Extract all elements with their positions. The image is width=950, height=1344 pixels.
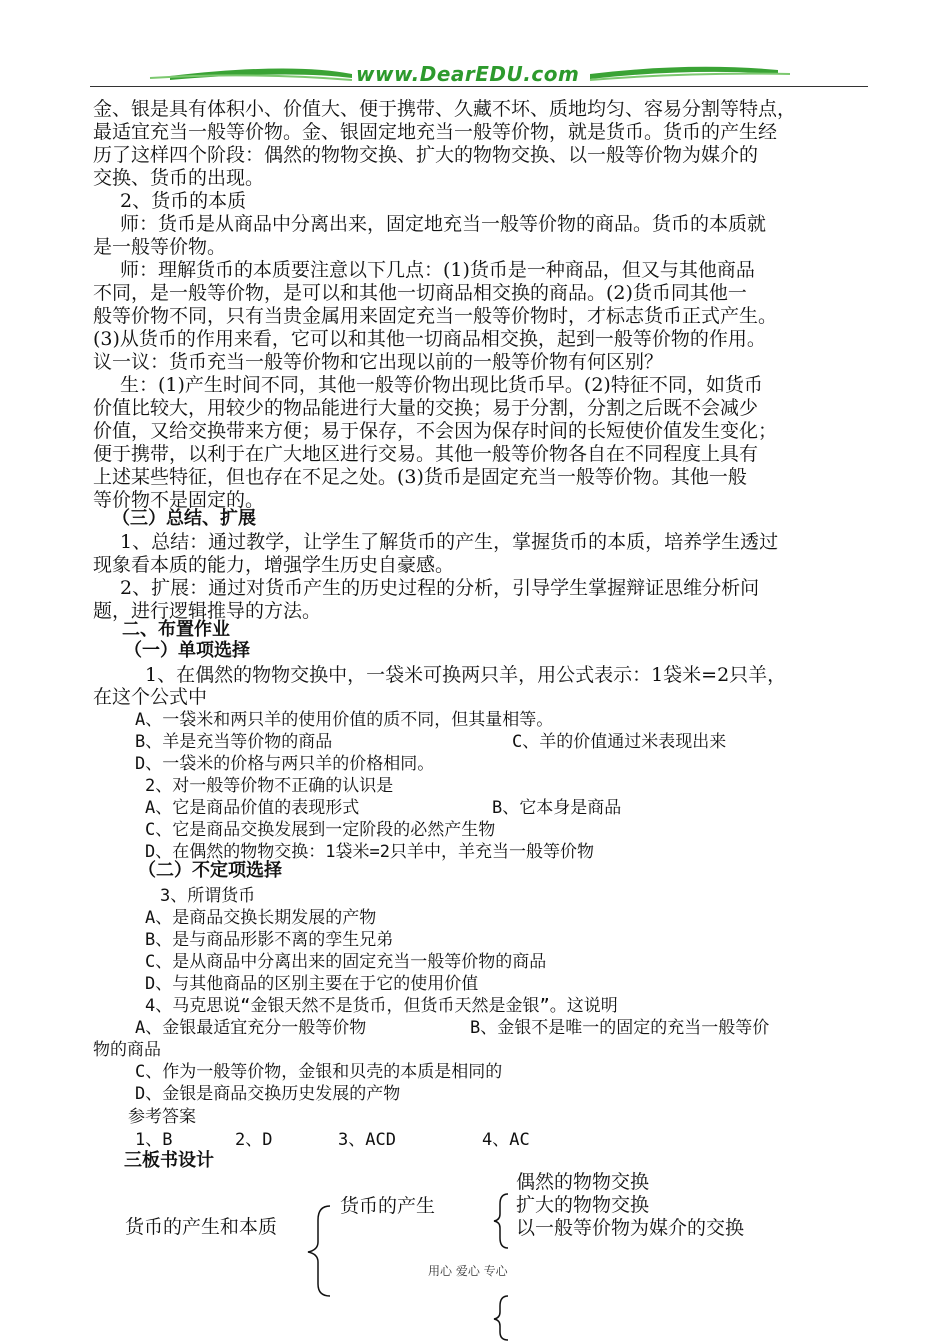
paragraph-line: 价值比较大，用较少的物品能进行大量的交换；易于分割，分割之后既不会减少 (93, 397, 759, 419)
paragraph-line: 师：理解货币的本质要注意以下几点：(1)货币是一种商品，但又与其他商品 (120, 259, 755, 281)
answer-option: C、是从商品中分离出来的固定充当一般等价物的商品 (145, 952, 547, 972)
question-text: 1、在偶然的物物交换中，一袋米可换两只羊，用公式表示：1袋米=2只羊， (145, 664, 787, 686)
paragraph-line: 交换、货币的出现。 (93, 167, 265, 189)
paragraph-line: 最适宜充当一般等价物。金、银固定地充当一般等价物，就是货币。货币的产生经 (93, 121, 778, 143)
answer-option: B、羊是充当等价物的商品 (135, 732, 333, 752)
answer-option: B、金银不是唯一的固定的充当一般等价 (470, 1018, 770, 1038)
answer-option: A、它是商品价值的表现形式 (145, 798, 360, 818)
question-text: 在这个公式中 (93, 686, 208, 708)
curly-brace-icon (488, 1190, 514, 1250)
answer-option: B、它本身是商品 (492, 798, 622, 818)
answer-option: C、羊的价值通过米表现出来 (512, 732, 727, 752)
section-heading: 三板书设计 (124, 1150, 214, 1171)
board-main-topic: 货币的产生和本质 (125, 1216, 278, 1238)
paragraph-line: 等价物不是固定的。 (93, 489, 265, 511)
board-subtopic: 货币的产生 (340, 1195, 436, 1217)
answer-key-item: 3、ACD (338, 1130, 396, 1150)
paragraph-line: (3)从货币的作用来看，它可以和其他一切商品相交换，起到一般等价物的作用。 (93, 328, 766, 350)
paragraph-line: 上述某些特征，但也存在不足之处。(3)货币是固定充当一般等价物。其他一般 (93, 466, 747, 488)
board-item: 以一般等价物为媒介的交换 (516, 1217, 745, 1239)
curly-brace-icon (490, 1292, 514, 1342)
answer-option: A、一袋米和两只羊的使用价值的质不同，但其量相等。 (135, 710, 554, 730)
answer-key-title: 参考答案 (128, 1107, 196, 1127)
answer-key-item: 2、D (235, 1130, 273, 1150)
paragraph-line: 般等价物不同，只有当贵金属用来固定充当一般等价物时，才标志货币正式产生。 (93, 305, 778, 327)
answer-option: B、是与商品形影不离的孪生兄弟 (145, 930, 394, 950)
page-footer: 用心 爱心 专心 (428, 1264, 508, 1278)
answer-key-item: 4、AC (482, 1130, 530, 1150)
paragraph-line: 议一议：货币充当一般等价物和它出现以前的一般等价物有何区别？ (93, 351, 664, 373)
board-item: 偶然的物物交换 (516, 1171, 650, 1193)
paragraph-line: 价值，又给交换带来方便；易于保存，不会因为保存时间的长短使价值发生变化； (93, 420, 778, 442)
paragraph-line: 2、扩展：通过对货币产生的历史过程的分析，引导学生掌握辩证思维分析问 (120, 577, 760, 599)
answer-option: A、金银最适宜充分一般等价物 (135, 1018, 367, 1038)
answer-option: A、是商品交换长期发展的产物 (145, 908, 377, 928)
question-text: 3、所谓货币 (160, 886, 256, 906)
question-text: 2、对一般等价物不正确的认识是 (145, 776, 394, 796)
answer-option: 物的商品 (93, 1040, 161, 1060)
section-heading: （一）单项选择 (124, 640, 250, 661)
paragraph-line: 是一般等价物。 (93, 236, 227, 258)
section-heading: 二、布置作业 (122, 619, 230, 640)
paragraph-line: 现象看本质的能力，增强学生历史自豪感。 (93, 554, 455, 576)
answer-option: C、它是商品交换发展到一定阶段的必然产生物 (145, 820, 496, 840)
answer-key-item: 1、B (135, 1130, 173, 1150)
paragraph-line: 不同，是一般等价物，是可以和其他一切商品相交换的商品。(2)货币同其他一 (93, 282, 747, 304)
section-heading: （三）总结、扩展 (112, 508, 256, 529)
answer-option: D、一袋米的价格与两只羊的价格相同。 (135, 754, 435, 774)
site-logo[interactable]: www.DearEDU.com (356, 62, 580, 86)
paragraph-line: 师：货币是从商品中分离出来，固定地充当一般等价物的商品。货币的本质就 (120, 213, 767, 235)
answer-option: D、金银是商品交换历史发展的产物 (135, 1084, 401, 1104)
paragraph-line: 生：(1)产生时间不同，其他一般等价物出现比货币早。(2)特征不同，如货币 (120, 374, 763, 396)
answer-option: C、作为一般等价物，金银和贝壳的本质是相同的 (135, 1062, 503, 1082)
curly-brace-icon (300, 1200, 340, 1300)
section-heading: 2、货币的本质 (120, 190, 247, 212)
paragraph-line: 1、总结：通过教学，让学生了解货币的产生，掌握货币的本质，培养学生透过 (120, 531, 779, 553)
question-text: 4、马克思说“金银天然不是货币，但货币天然是金银”。这说明 (145, 996, 618, 1016)
answer-option: D、与其他商品的区别主要在于它的使用价值 (145, 974, 479, 994)
answer-option: D、在偶然的物物交换：1袋米=2只羊中，羊充当一般等价物 (145, 842, 594, 862)
header-divider (90, 86, 868, 87)
paragraph-line: 历了这样四个阶段：偶然的物物交换、扩大的物物交换、以一般等价物为媒介的 (93, 144, 759, 166)
paragraph-line: 题，进行逻辑推导的方法。 (93, 600, 322, 622)
paragraph-line: 金、银是具有体积小、价值大、便于携带、久藏不坏、质地均匀、容易分割等特点， (93, 98, 797, 120)
board-item: 扩大的物物交换 (516, 1194, 650, 1216)
paragraph-line: 便于携带，以利于在广大地区进行交易。其他一般等价物各自在不同程度上具有 (93, 443, 759, 465)
section-heading: （二）不定项选择 (138, 860, 282, 881)
